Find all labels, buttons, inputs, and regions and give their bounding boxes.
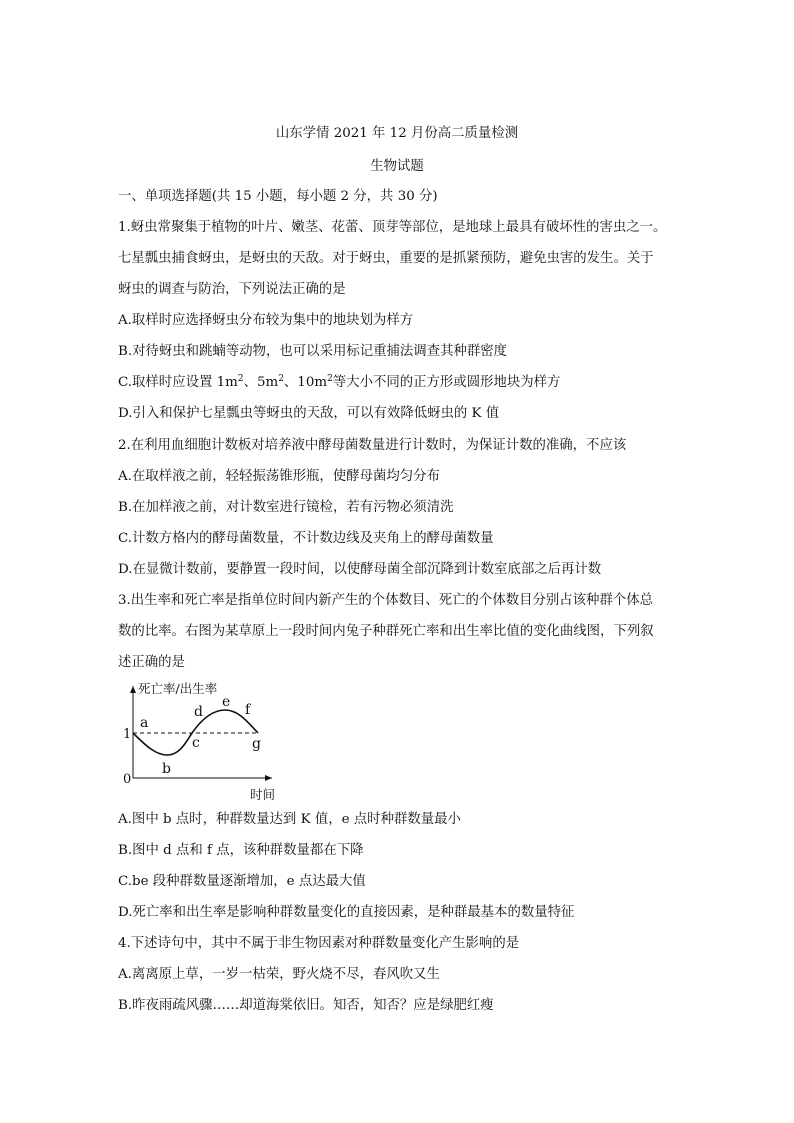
figure-tick-1: 1 [123,727,132,742]
q3-stem-line-2: 数的比率。右图为某草原上一段时间内兔子种群死亡率和出生率比值的变化曲线图，下列叙 [118,624,654,639]
q1-stem-line-2: 七星瓢虫捕食蚜虫，是蚜虫的天敌。对于蚜虫，重要的是抓紧预防，避免虫害的发生。关于 [118,251,654,266]
q1-option-c-part-3: 、10m [283,375,328,390]
q3-option-b: B.图中 d 点和 f 点，该种群数量都在下降 [118,843,364,858]
figure-ylabel: 死亡率/出生率 [138,681,218,696]
figure-point-d: d [194,704,203,720]
q2-option-c: C.计数方格内的酵母菌数量，不计数边线及夹角上的酵母菌数量 [118,531,494,546]
q1-option-c-part-1: C.取样时应设置 1m [118,375,238,390]
figure-point-c: c [192,735,200,751]
q4-option-b: B.昨夜雨疏风骤……却道海棠依旧。知否，知否？应是绿肥红瘦 [118,998,494,1013]
q1-stem-line-1: 1.蚜虫常聚集于植物的叶片、嫩茎、花蕾、顶芽等部位，是地球上最具有破坏性的害虫之一。 [118,220,667,235]
q1-option-c-part-4: 等大小不同的正方形或圆形地块为样方 [332,375,561,390]
figure-point-g: g [252,736,261,752]
figure-xlabel: 时间 [250,787,276,802]
q1-option-a: A.取样时应选择蚜虫分布较为集中的地块划为样方 [118,313,414,328]
q3-option-c: C.be 段种群数量逐渐增加，e 点达最大值 [118,874,366,889]
q1-option-c-sup-3: 2 [327,374,333,384]
q3-stem-line-1: 3.出生率和死亡率是指单位时间内新产生的个体数目、死亡的个体数目分别占该种群个体总 [118,593,654,608]
q3-option-d: D.死亡率和出生率是影响种群数量变化的直接因素，是种群最基本的数量特征 [118,905,575,920]
figure-point-b: b [162,761,171,777]
q3-figure [112,680,282,806]
figure-point-f: f [245,702,251,718]
q1-option-b: B.对待蚜虫和跳蝻等动物，也可以采用标记重捕法调查其种群密度 [118,344,508,359]
q1-option-d: D.引入和保护七星瓢虫等蚜虫的天敌，可以有效降低蚜虫的 K 值 [118,406,500,421]
q1-stem-line-3: 蚜虫的调查与防治，下列说法正确的是 [118,282,346,297]
figure-origin: 0 [123,772,132,787]
q2-option-b: B.在加样液之前，对计数室进行镜检，若有污物必须清洗 [118,500,454,515]
q1-option-c-part-2: 、5m [243,375,279,390]
q4-option-a: A.离离原上草，一岁一枯荣，野火烧不尽，春风吹又生 [118,967,440,982]
q1-option-c [118,373,560,393]
section-heading: 一、单项选择题(共 15 小题，每小题 2 分，共 30 分) [118,189,438,204]
q3-option-a: A.图中 b 点时，种群数量达到 K 值，e 点时种群数量最小 [118,812,461,827]
figure-point-e: e [222,694,231,710]
q1-option-c-sup-2: 2 [278,374,284,384]
q4-stem: 4.下述诗句中，其中不属于非生物因素对种群数量变化产生影响的是 [118,936,520,951]
figure-point-a: a [140,715,149,731]
q2-option-a: A.在取样液之前，轻轻振荡锥形瓶，使酵母菌均匀分布 [118,469,440,484]
q3-stem-line-3: 述正确的是 [118,655,185,670]
exam-subject: 生物试题 [370,159,424,174]
exam-title: 山东学情 2021 年 12 月份高二质量检测 [275,126,519,141]
q2-stem: 2.在利用血细胞计数板对培养液中酵母菌数量进行计数时，为保证计数的准确，不应该 [118,438,627,453]
q2-option-d: D.在显微计数前，要静置一段时间，以使酵母菌全部沉降到计数室底部之后再计数 [118,562,602,577]
q1-option-c-sup-1: 2 [237,374,244,384]
